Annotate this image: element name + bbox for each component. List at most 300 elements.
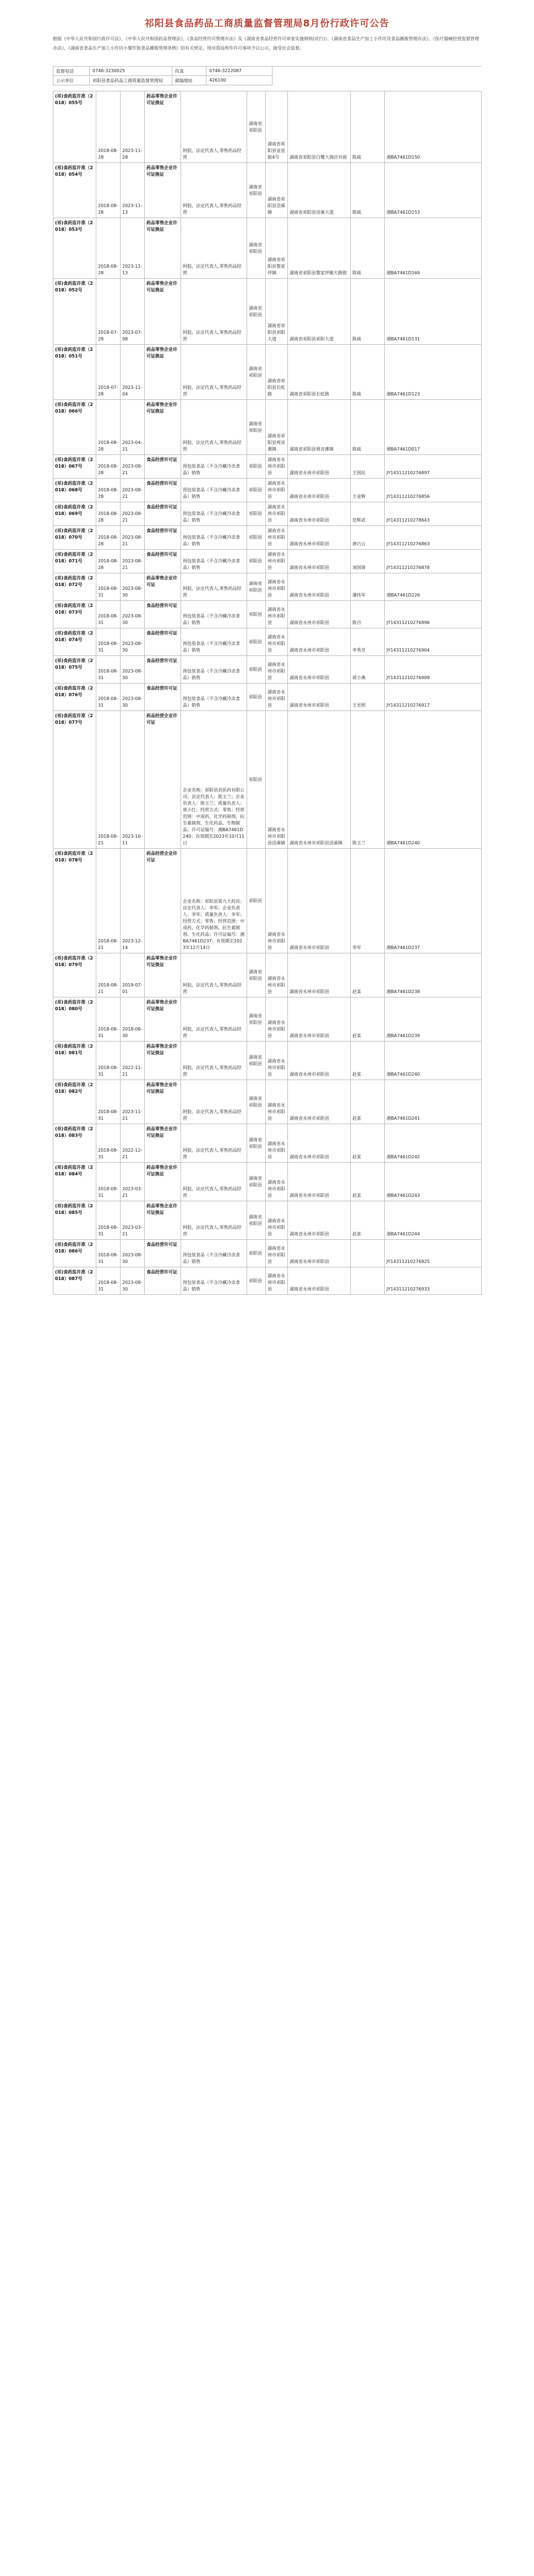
doc-number-cell: (祁)食药监许准（2018）079号	[53, 953, 96, 997]
address-cell: 湖南省祁阳县浯溪镇	[266, 163, 288, 218]
scope-cell: 预包装食品（不含冷藏冷冻食品）销售	[181, 526, 247, 550]
doc-number-cell: (祁)食药监许准（2018）069号	[53, 502, 96, 526]
table-row	[53, 1124, 482, 1163]
start-date-cell: 2018-08-28	[96, 550, 121, 573]
region-cell: 湖南省祁阳县	[247, 400, 266, 455]
table-row	[53, 997, 482, 1042]
address-cell: 湖南省永州市祁阳县	[266, 526, 288, 550]
permit-type-cell: 药品零售企业许可证换证	[145, 91, 181, 163]
address-cell: 湖南省永州市祁阳县	[266, 1267, 288, 1295]
end-date-cell: 2023-08-30	[121, 601, 145, 628]
license-address-cell: 湖南省永州市祁阳县	[288, 526, 351, 550]
license-address-cell: 湖南省永州市祁阳县	[288, 1124, 351, 1163]
start-date-cell: 2018-08-31	[96, 1080, 121, 1124]
scope-cell: 阿胶，法定代表人,零售药品经营	[181, 1042, 247, 1080]
address-cell: 湖南省祁阳县金星街4号	[266, 91, 288, 163]
doc-number-cell: (祁)食药监许准（2018）070号	[53, 526, 96, 550]
license-address-cell: 湖南省永州市祁阳县	[288, 479, 351, 502]
license-code-cell: 湘BA7461D226	[385, 573, 482, 601]
license-code-cell: JY14311210276925	[385, 1240, 482, 1267]
doc-number-cell: (祁)食药监许准（2018）078号	[53, 849, 96, 953]
table-row	[53, 502, 482, 526]
scope-cell: 企业名称：祁阳县县医药有限公司；法定代表人：陈玉兰；企业负责人：陈玉兰；质量负责人：蒋小红；经营方式：零售；经营范围：中成药、化学药制剂、抗生素制剂、生化药品、生物制品；许可证编号：湘BA7461D240；有效期至2023年10月11日	[181, 711, 247, 849]
owner-cell: 王光明	[351, 684, 385, 711]
region-cell: 湖南省祁阳县	[247, 163, 266, 218]
license-address-cell: 湖南省祁阳县浯溪大道	[288, 163, 351, 218]
region-cell: 湖南省祁阳县	[247, 953, 266, 997]
license-address-cell: 湖南省永州市祁阳县	[288, 953, 351, 997]
license-address-cell: 湖南省永州市祁阳县	[288, 1080, 351, 1124]
license-address-cell: 湖南省永州市祁阳县	[288, 1267, 351, 1295]
license-code-cell: 湘BA7461D238	[385, 953, 482, 997]
owner-cell: 陈威	[351, 91, 385, 163]
license-address-cell: 湖南省永州市祁阳县	[288, 573, 351, 601]
end-date-cell: 2023-11-13	[121, 163, 145, 218]
permit-type-cell: 药品经营企业许可证	[145, 849, 181, 953]
start-date-cell: 2018-08-31	[96, 1201, 121, 1240]
doc-number-cell: (祁)食药监许准（2018）053号	[53, 218, 96, 279]
owner-cell: 陈威	[351, 400, 385, 455]
doc-number-cell: (祁)食药监许准（2018）052号	[53, 279, 96, 345]
end-date-cell: 2023-10-11	[121, 711, 145, 849]
permit-type-cell: 药品零售企业许可证换证	[145, 1042, 181, 1080]
permit-type-cell: 食品经营许可证	[145, 526, 181, 550]
region-cell: 祁阳县	[247, 601, 266, 628]
end-date-cell: 2023-04-21	[121, 400, 145, 455]
permit-type-cell: 药品零售企业许可证换证	[145, 997, 181, 1042]
license-code-cell: JY14311210278643	[385, 502, 482, 526]
permit-type-cell: 药品零售企业许可证换证	[145, 218, 181, 279]
doc-number-cell: (祁)食药监许准（2018）077号	[53, 711, 96, 849]
permit-type-cell: 食品经营许可证	[145, 656, 181, 684]
dept-value: 426100	[206, 76, 273, 85]
owner-cell: 陈玉兰	[351, 711, 385, 849]
table-row	[53, 1240, 482, 1267]
region-cell: 祁阳县	[247, 479, 266, 502]
meta-row	[53, 76, 481, 85]
address-cell: 湖南省永州市祁阳县	[266, 997, 288, 1042]
address-cell: 湖南省永州市祁阳县	[266, 1124, 288, 1163]
doc-number-cell: (祁)食药监许准（2018）055号	[53, 91, 96, 163]
start-date-cell: 2018-08-28	[96, 479, 121, 502]
scope-cell: 企业名称：祁阳县第九大药房；法定代表人：李军；企业负责人：李军；质量负责人：李军；经营方式：零售；经营范围：中成药、化学药制剂、抗生素制剂、生化药品；许可证编号：湘BA7461D237；有效期至2023年12月14日	[181, 849, 247, 953]
license-address-cell: 湖南省祁阳县祁阳大道	[288, 279, 351, 345]
table-row	[53, 628, 482, 656]
address-cell: 湖南省永州市祁阳县	[266, 573, 288, 601]
end-date-cell: 2023-07-08	[121, 279, 145, 345]
address-cell: 湖南省永州市祁阳县	[266, 628, 288, 656]
owner-cell: 陈丹	[351, 601, 385, 628]
scope-cell: 阿胶，法定代表人,零售药品经营	[181, 573, 247, 601]
owner-cell: 赵某	[351, 1201, 385, 1240]
address-cell: 湖南省祁阳县祁阳大道	[266, 279, 288, 345]
scope-cell: 预包装食品（不含冷藏冷冻食品）销售	[181, 1267, 247, 1295]
address-cell: 湖南省永州市祁阳县	[266, 953, 288, 997]
address-cell: 湖南省永州市祁阳县	[266, 502, 288, 526]
permit-type-cell: 药品经营企业许可证	[145, 711, 181, 849]
scope-cell: 预包装食品（不含冷藏冷冻食品）销售	[181, 601, 247, 628]
doc-number-cell: (祁)食药监许准（2018）081号	[53, 1042, 96, 1080]
end-date-cell: 2019-07-01	[121, 953, 145, 997]
region-cell: 祁阳县	[247, 1267, 266, 1295]
owner-cell: 王国民	[351, 455, 385, 479]
table-row	[53, 345, 482, 400]
doc-number-cell: (祁)食药监许准（2018）068号	[53, 479, 96, 502]
owner-cell: 赵某	[351, 1163, 385, 1201]
owner-cell: 蒋小燕	[351, 656, 385, 684]
region-cell: 祁阳县	[247, 526, 266, 550]
owner-cell	[351, 1240, 385, 1267]
permit-type-cell: 食品经营许可证	[145, 455, 181, 479]
dept-label: 邮编地址	[172, 76, 206, 85]
address-cell: 湖南省永州市祁阳县	[266, 455, 288, 479]
license-address-cell: 湖南省祁阳县长虹路	[288, 345, 351, 400]
license-address-cell: 湖南省永州市祁阳县浯溪镇	[288, 711, 351, 849]
owner-cell: 赵某	[351, 1080, 385, 1124]
doc-number-cell: (祁)食药监许准（2018）071号	[53, 550, 96, 573]
permit-type-cell: 药品零售企业许可证换证	[145, 400, 181, 455]
permit-type-cell: 药品零售企业许可证	[145, 573, 181, 601]
owner-cell: 刘国锋	[351, 550, 385, 573]
table-row	[53, 601, 482, 628]
unit-label: 公示单位	[53, 76, 90, 85]
license-address-cell: 湖南省永州市祁阳县	[288, 601, 351, 628]
start-date-cell: 2018-08-31	[96, 1124, 121, 1163]
start-date-cell: 2018-08-31	[96, 601, 121, 628]
scope-cell: 阿胶，法定代表人,零售药品经营	[181, 1080, 247, 1124]
license-code-cell: JY14311210276896	[385, 601, 482, 628]
end-date-cell: 2023-03-21	[121, 1163, 145, 1201]
region-cell: 祁阳县	[247, 1240, 266, 1267]
doc-number-cell: (祁)食药监许准（2018）075号	[53, 656, 96, 684]
owner-cell: 王金辉	[351, 479, 385, 502]
table-row	[53, 1201, 482, 1240]
license-address-cell: 湖南省永州市祁阳县	[288, 1240, 351, 1267]
license-code-cell: JY14311210276878	[385, 550, 482, 573]
license-address-cell: 湖南省永州市祁阳县	[288, 628, 351, 656]
address-cell: 湖南省永州市祁阳县	[266, 1080, 288, 1124]
address-cell: 湖南省永州市祁阳县	[266, 550, 288, 573]
table-row	[53, 91, 482, 163]
start-date-cell: 2018-08-28	[96, 502, 121, 526]
region-cell: 湖南省祁阳县	[247, 1042, 266, 1080]
scope-cell: 阿胶，法定代表人,零售药品经营	[181, 218, 247, 279]
region-cell: 湖南省祁阳县	[247, 1124, 266, 1163]
start-date-cell: 2018-07-28	[96, 345, 121, 400]
license-address-cell: 湖南省祁阳县白鹭大酒店对面	[288, 91, 351, 163]
license-address-cell: 湖南省永州市祁阳县	[288, 1042, 351, 1080]
license-address-cell: 湖南省永州市祁阳县	[288, 997, 351, 1042]
permit-type-cell: 药品零售企业许可证换证	[145, 1080, 181, 1124]
region-cell: 湖南省祁阳县	[247, 1163, 266, 1201]
scope-cell: 阿胶，法定代表人,零售药品经营	[181, 163, 247, 218]
doc-number-cell: (祁)食药监许准（2018）086号	[53, 1240, 96, 1267]
table-row	[53, 218, 482, 279]
table-row	[53, 849, 482, 953]
table-row	[53, 1163, 482, 1201]
scope-cell: 阿胶，法定代表人,零售药品经营	[181, 953, 247, 997]
owner-cell: 唐巧云	[351, 526, 385, 550]
phone-label: 监督电话	[53, 67, 90, 76]
license-code-cell: 湘BA7461D240	[385, 1042, 482, 1080]
table-row	[53, 1080, 482, 1124]
fax-label: 传真	[172, 67, 206, 76]
doc-number-cell: (祁)食药监许准（2018）074号	[53, 628, 96, 656]
address-cell: 湖南省祁阳县观音滩镇	[266, 400, 288, 455]
address-cell: 湖南省永州市祁阳县	[266, 656, 288, 684]
start-date-cell: 2018-08-31	[96, 1240, 121, 1267]
address-cell: 湖南省永州市祁阳县	[266, 1163, 288, 1201]
doc-number-cell: (祁)食药监许准（2018）082号	[53, 1080, 96, 1124]
permit-type-cell: 药品零售企业许可证换证	[145, 163, 181, 218]
meta-row	[53, 67, 481, 76]
permit-type-cell: 食品经营许可证	[145, 684, 181, 711]
owner-cell: 赵某	[351, 997, 385, 1042]
table-row	[53, 1042, 482, 1080]
table-row	[53, 573, 482, 601]
end-date-cell: 2023-08-30	[121, 573, 145, 601]
license-code-cell: 湘BA7461D240	[385, 711, 482, 849]
scope-cell: 阿胶，法定代表人,零售药品经营	[181, 1201, 247, 1240]
scope-cell: 阿胶，法定代表人,零售药品经营	[181, 400, 247, 455]
end-date-cell: 2023-08-30	[121, 1267, 145, 1295]
start-date-cell: 2018-08-31	[96, 997, 121, 1042]
start-date-cell: 2018-08-31	[96, 1163, 121, 1201]
address-cell: 湖南省祁阳县长虹路	[266, 345, 288, 400]
address-cell: 湖南省永州市祁阳县	[266, 849, 288, 953]
start-date-cell: 2018-08-31	[96, 684, 121, 711]
owner-cell: 陈威	[351, 163, 385, 218]
table-row	[53, 455, 482, 479]
license-address-cell: 湖南省永州市祁阳县	[288, 849, 351, 953]
end-date-cell: 2023-11-04	[121, 345, 145, 400]
license-address-cell: 湖南省永州市祁阳县	[288, 684, 351, 711]
start-date-cell: 2018-08-28	[96, 526, 121, 550]
table-row	[53, 163, 482, 218]
owner-cell: 潘伟军	[351, 573, 385, 601]
doc-number-cell: (祁)食药监许准（2018）076号	[53, 684, 96, 711]
unit-value: 祁阳县食品药品工商质量监督管理局	[90, 76, 172, 85]
license-code-cell: JY14311210276856	[385, 479, 482, 502]
region-cell: 祁阳县	[247, 656, 266, 684]
start-date-cell: 2018-08-28	[96, 400, 121, 455]
owner-cell: 赵某	[351, 953, 385, 997]
scope-cell: 预包装食品（不含冷藏冷冻食品）销售	[181, 628, 247, 656]
doc-number-cell: (祁)食药监许准（2018）054号	[53, 163, 96, 218]
address-cell: 湖南省永州市祁阳县	[266, 1201, 288, 1240]
start-date-cell: 2018-08-31	[96, 628, 121, 656]
owner-cell: 李秀芳	[351, 628, 385, 656]
license-code-cell: 湘BA7461D169	[385, 218, 482, 279]
owner-cell: 陈威	[351, 218, 385, 279]
region-cell: 祁阳县	[247, 455, 266, 479]
owner-cell: 赵某	[351, 1042, 385, 1080]
scope-cell: 阿胶，法定代表人,零售药品经营	[181, 1124, 247, 1163]
region-cell: 祁阳县	[247, 711, 266, 849]
end-date-cell: 2023-11-13	[121, 218, 145, 279]
scope-cell: 预包装食品（不含冷藏冷冻食品）销售	[181, 502, 247, 526]
end-date-cell: 2023-08-21	[121, 455, 145, 479]
permit-type-cell: 食品经营许可证	[145, 550, 181, 573]
scope-cell: 阿胶，法定代表人,零售药品经营	[181, 91, 247, 163]
region-cell: 祁阳县	[247, 502, 266, 526]
intro-text: 根据《中华人民共和国行政许可法》、《中华人民共和国药品管理法》、《食品经营许可管理办法》及《湖南省食品经营许可审查实施细则(试行)》、《湖南省食品生产加工小作坊及食品摊贩管理办法》、《医疗器械经营监督管理办法》、《湖南省食品生产加工小作坊小餐饮和食品摊贩管理条例》的有关规定，现对我局所作许可事项予以公示，接受社会监督。	[53, 36, 479, 51]
license-address-cell: 湖南省永州市祁阳县	[288, 455, 351, 479]
end-date-cell: 2018-08-30	[121, 997, 145, 1042]
start-date-cell: 2018-08-21	[96, 849, 121, 953]
license-code-cell: JY14311210276917	[385, 684, 482, 711]
region-cell: 湖南省祁阳县	[247, 1080, 266, 1124]
license-address-cell: 湖南省永州市祁阳县	[288, 550, 351, 573]
phone-value: 0746-3230025	[90, 67, 172, 76]
region-cell: 湖南省祁阳县	[247, 345, 266, 400]
region-cell: 祁阳县	[247, 849, 266, 953]
license-address-cell: 湖南省祁阳县黎家坪镇大路街	[288, 218, 351, 279]
scope-cell: 预包装食品（不含冷藏冷冻食品）销售	[181, 656, 247, 684]
address-cell: 湖南省永州市祁阳县	[266, 1042, 288, 1080]
end-date-cell: 2023-11-28	[121, 91, 145, 163]
table-row	[53, 1267, 482, 1295]
address-cell: 湖南省祁阳县黎家坪镇	[266, 218, 288, 279]
address-cell: 湖南省永州市祁阳县	[266, 1240, 288, 1267]
owner-cell	[351, 1267, 385, 1295]
owner-cell: 陈威	[351, 279, 385, 345]
scope-cell: 预包装食品（不含冷藏冷冻食品）销售	[181, 479, 247, 502]
license-address-cell: 湖南省永州市祁阳县	[288, 1163, 351, 1201]
license-code-cell: 湘BA7461D017	[385, 400, 482, 455]
end-date-cell: 2023-08-21	[121, 479, 145, 502]
table-row	[53, 526, 482, 550]
region-cell: 湖南省祁阳县	[247, 997, 266, 1042]
license-code-cell: 湘BA7461D239	[385, 997, 482, 1042]
permit-type-cell: 食品经营许可证	[145, 1240, 181, 1267]
license-address-cell: 湖南省永州市祁阳县	[288, 502, 351, 526]
permit-type-cell: 药品零售企业许可证换证	[145, 1124, 181, 1163]
end-date-cell: 2023-08-21	[121, 502, 145, 526]
scope-cell: 阿胶，法定代表人,零售药品经营	[181, 1163, 247, 1201]
doc-number-cell: (祁)食药监许准（2018）066号	[53, 400, 96, 455]
start-date-cell: 2018-08-31	[96, 1267, 121, 1295]
records-body	[53, 91, 482, 1295]
permit-type-cell: 食品经营许可证	[145, 479, 181, 502]
table-row	[53, 479, 482, 502]
table-row	[53, 953, 482, 997]
address-cell: 湖南省永州市祁阳县浯溪镇	[266, 711, 288, 849]
scope-cell: 预包装食品（不含冷藏冷冻食品）销售	[181, 455, 247, 479]
owner-cell: 李军	[351, 849, 385, 953]
end-date-cell: 2023-03-21	[121, 1201, 145, 1240]
table-row	[53, 400, 482, 455]
end-date-cell: 2023-08-21	[121, 550, 145, 573]
start-date-cell: 2018-08-28	[96, 455, 121, 479]
end-date-cell: 2022-12-21	[121, 1124, 145, 1163]
table-row	[53, 279, 482, 345]
license-code-cell: JY14311210276933	[385, 1267, 482, 1295]
start-date-cell: 2018-08-21	[96, 953, 121, 997]
license-address-cell: 湖南省永州市祁阳县	[288, 656, 351, 684]
start-date-cell: 2018-08-28	[96, 163, 121, 218]
license-code-cell: JY14311210276909	[385, 656, 482, 684]
region-cell: 湖南省祁阳县	[247, 1201, 266, 1240]
start-date-cell: 2018-08-31	[96, 656, 121, 684]
end-date-cell: 2022-11-21	[121, 1042, 145, 1080]
scope-cell: 阿胶，法定代表人,零售药品经营	[181, 279, 247, 345]
end-date-cell: 2023-08-30	[121, 684, 145, 711]
region-cell: 祁阳县	[247, 550, 266, 573]
start-date-cell: 2018-08-31	[96, 1042, 121, 1080]
doc-number-cell: (祁)食药监许准（2018）067号	[53, 455, 96, 479]
permit-type-cell: 药品零售企业许可证换证	[145, 279, 181, 345]
address-cell: 湖南省永州市祁阳县	[266, 601, 288, 628]
end-date-cell: 2023-08-30	[121, 628, 145, 656]
address-cell: 湖南省永州市祁阳县	[266, 479, 288, 502]
region-cell: 湖南省祁阳县	[247, 91, 266, 163]
doc-number-cell: (祁)食药监许准（2018）051号	[53, 345, 96, 400]
end-date-cell: 2023-08-30	[121, 656, 145, 684]
license-code-cell: 湘BA7461D153	[385, 163, 482, 218]
start-date-cell: 2018-08-28	[96, 218, 121, 279]
permit-type-cell: 食品经营许可证	[145, 601, 181, 628]
license-address-cell: 湖南省永州市祁阳县	[288, 1201, 351, 1240]
doc-number-cell: (祁)食药监许准（2018）072号	[53, 573, 96, 601]
start-date-cell: 2018-08-28	[96, 91, 121, 163]
scope-cell: 预包装食品（不含冷藏冷冻食品）销售	[181, 684, 247, 711]
permit-type-cell: 药品零售企业许可证换证	[145, 345, 181, 400]
license-code-cell: 湘BA7461D241	[385, 1080, 482, 1124]
end-date-cell: 2023-11-21	[121, 1080, 145, 1124]
fax-value: 0746-3222087	[206, 67, 273, 76]
region-cell: 祁阳县	[247, 628, 266, 656]
owner-cell: 陈威	[351, 345, 385, 400]
license-code-cell: 湘BA7461D244	[385, 1201, 482, 1240]
owner-cell: 赵某	[351, 1124, 385, 1163]
license-code-cell: JY14311210276863	[385, 526, 482, 550]
table-row	[53, 656, 482, 684]
doc-number-cell: (祁)食药监许准（2018）080号	[53, 997, 96, 1042]
permit-type-cell: 药品零售企业许可证换证	[145, 953, 181, 997]
license-code-cell: 湘BA7461D243	[385, 1163, 482, 1201]
license-code-cell: 湘BA7461D242	[385, 1124, 482, 1163]
owner-cell: 范辉武	[351, 502, 385, 526]
region-cell: 湖南省祁阳县	[247, 279, 266, 345]
scope-cell: 预包装食品（不含冷藏冷冻食品）销售	[181, 1240, 247, 1267]
scope-cell: 阿胶，法定代表人,零售药品经营	[181, 997, 247, 1042]
doc-number-cell: (祁)食药监许准（2018）084号	[53, 1163, 96, 1201]
doc-number-cell: (祁)食药监许准（2018）073号	[53, 601, 96, 628]
region-cell: 湖南省祁阳县	[247, 573, 266, 601]
start-date-cell: 2018-07-28	[96, 279, 121, 345]
page-title: 祁阳县食品药品工商质量监督管理局8月份行政许可公告	[144, 18, 390, 29]
license-code-cell: 湘BA7461D237	[385, 849, 482, 953]
start-date-cell: 2018-08-21	[96, 711, 121, 849]
license-code-cell: JY14311210276897	[385, 455, 482, 479]
doc-number-cell: (祁)食药监许准（2018）087号	[53, 1267, 96, 1295]
table-row	[53, 550, 482, 573]
meta-table	[53, 66, 481, 85]
address-cell: 湖南省永州市祁阳县	[266, 684, 288, 711]
end-date-cell: 2023-08-30	[121, 1240, 145, 1267]
license-code-cell: 湘BA7461D131	[385, 279, 482, 345]
license-code-cell: 湘BA7461D123	[385, 345, 482, 400]
doc-number-cell: (祁)食药监许准（2018）083号	[53, 1124, 96, 1163]
license-address-cell: 湖南省祁阳县观音滩镇	[288, 400, 351, 455]
scope-cell: 阿胶，法定代表人,零售药品经营	[181, 345, 247, 400]
table-row	[53, 684, 482, 711]
permit-type-cell: 药品零售企业许可证换证	[145, 1163, 181, 1201]
permit-type-cell: 药品零售企业许可证换证	[145, 1201, 181, 1240]
license-code-cell: JY14311210276904	[385, 628, 482, 656]
end-date-cell: 2023-08-21	[121, 526, 145, 550]
